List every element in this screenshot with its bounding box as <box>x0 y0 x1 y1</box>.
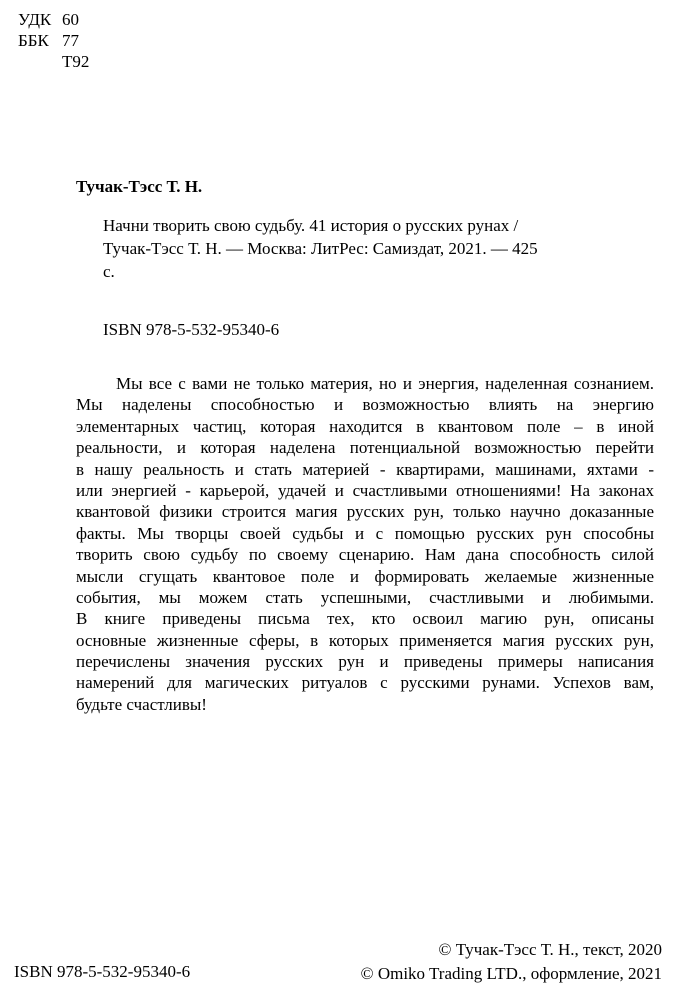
author-mark-code <box>18 51 89 72</box>
annotation-line: В книге приведены письма тех, кто освоил магию рун, описаны <box>76 609 654 629</box>
code-value: Т92 <box>62 52 90 71</box>
annotation-line: квантовой физики строится магия русских рун, только научно доказанные <box>76 502 654 522</box>
bbk-code <box>18 30 89 51</box>
bib-line: с. <box>103 262 115 281</box>
classification-codes <box>18 9 89 72</box>
annotation-line: в нашу реальность и стать материей - квартирами, машинами, яхтами - <box>76 459 654 479</box>
annotation-line: Мы наделены способностью и возможностью влиять на энергию <box>76 395 654 415</box>
annotation-line: мысли сгущать квантовое поле и формировать желаемые жизненные <box>76 566 654 586</box>
annotation-line: элементарных частиц, которая находится в квантовом поле – в иной <box>76 416 654 436</box>
copyright-block <box>361 938 662 986</box>
annotation-line: реальности, и которая наделена потенциальной возможностью перейти <box>76 438 654 458</box>
code-label <box>18 51 62 72</box>
code-value: 60 <box>62 10 79 29</box>
annotation-line: творить свою судьбу по своему сценарию. Нам дана способность силой <box>76 545 654 565</box>
udk-code <box>18 9 89 30</box>
isbn: ISBN 978-5-532-95340-6 <box>103 320 280 339</box>
bib-line: Начни творить свою судьбу. 41 история о русских рунах / <box>103 216 519 235</box>
copyright-text-line: © Тучак-Тэсс Т. Н., текст, 2020 <box>438 940 662 959</box>
annotation <box>76 373 654 715</box>
code-value: 77 <box>62 31 79 50</box>
copyright-design-line: © Omiko Trading LTD., оформление, 2021 <box>360 964 662 983</box>
code-label: ББК <box>18 31 49 50</box>
annotation-line: намерений для магических ритуалов с русскими рунами. Успехов вам, <box>76 673 654 693</box>
bib-line: Тучак-Тэсс Т. Н. — Москва: ЛитРес: Самиздат, 2021. — 425 <box>103 239 538 258</box>
author-heading: Тучак-Тэсс Т. Н. <box>76 177 203 196</box>
bibliographic-description <box>103 214 608 283</box>
annotation-line: Мы все с вами не только материя, но и энергия, наделенная сознанием. <box>116 374 654 393</box>
annotation-line: события, мы можем стать успешными, счастливыми и любимыми. <box>76 587 654 607</box>
annotation-line: или энергией - карьерой, удачей и счастливыми отношениями! На законах <box>76 480 654 500</box>
annotation-line: перечислены значения русских рун и приведены примеры написания <box>76 652 654 672</box>
annotation-line: основные жизненные сферы, в которых применяется магия русских рун, <box>76 630 654 650</box>
code-label: УДК <box>18 10 52 29</box>
annotation-line: факты. Мы творцы своей судьбы и с помощью русских рун способны <box>76 523 654 543</box>
footer-isbn: ISBN 978-5-532-95340-6 <box>14 962 191 981</box>
annotation-line: будьте счастливы! <box>76 694 207 714</box>
